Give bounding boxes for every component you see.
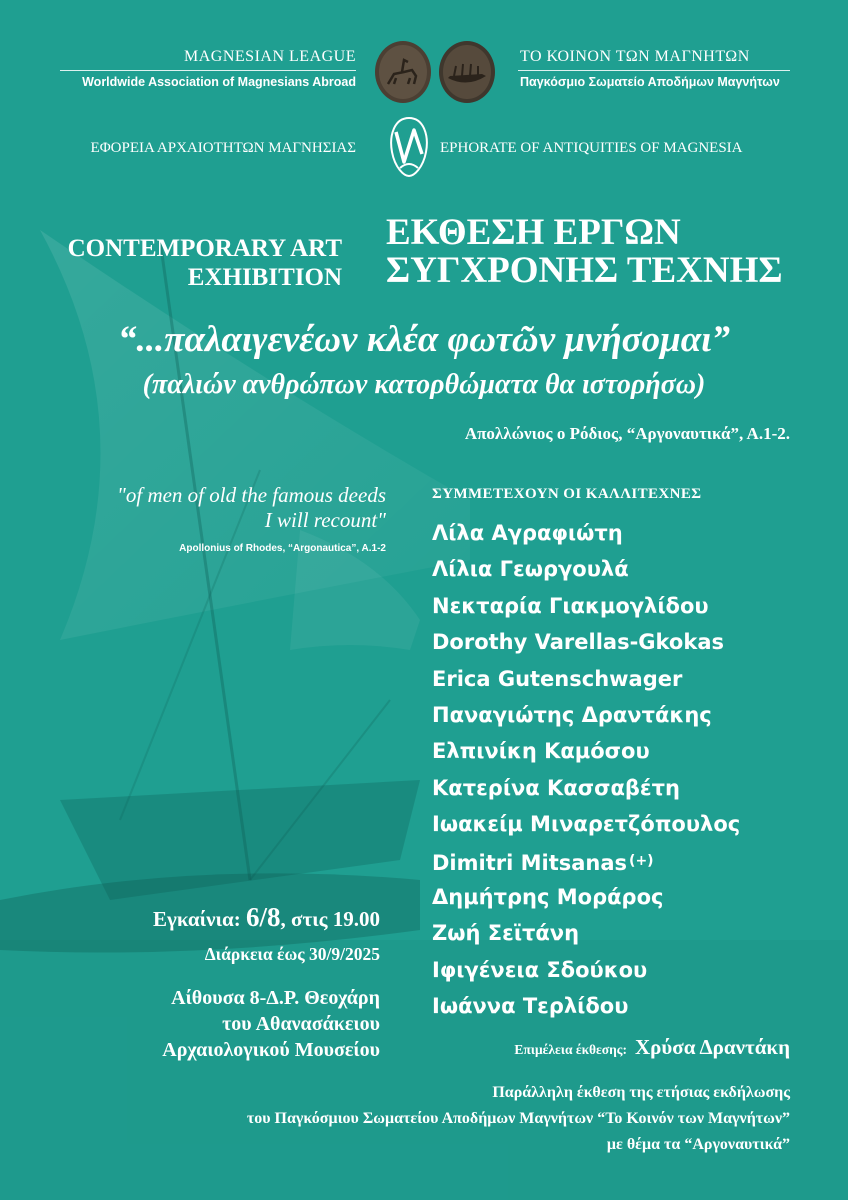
exhibition-title-greek — [386, 214, 783, 290]
artist-name: Ελπινίκη Καμόσου — [432, 739, 650, 764]
artists-heading: ΣΥΜΜΕΤΕΧΟΥΝ ΟΙ ΚΑΛΛΙΤΕΧΝΕΣ — [432, 486, 702, 502]
quote-greek: “...παλαιγενέων κλέα φωτῶν μνήσομαι” — [118, 319, 730, 360]
magnesian-league-title: MAGNESIAN LEAGUE — [184, 48, 356, 65]
opening-date: 6/8 — [246, 902, 281, 932]
magnesian-league-subtitle: Worldwide Association of Magnesians Abroad — [82, 75, 356, 89]
quote-english-line2: I will recount" — [264, 508, 386, 532]
header-divider-right — [518, 70, 790, 71]
coin-ship-icon — [438, 40, 496, 104]
opening-info — [153, 902, 380, 933]
footer-line1: Παράλληλη έκθεση της ετήσιας εκδήλωσης — [492, 1084, 790, 1101]
artist-name: Παναγιώτης Δραντάκης — [432, 702, 712, 727]
artist-name: Λίλια Γεωργουλά — [432, 557, 629, 582]
quote-english — [117, 483, 386, 533]
artist-name: Ιωάννα Τερλίδου — [432, 994, 629, 1019]
artist-name: Ιφιγένεια Σδούκου — [432, 957, 648, 982]
exhibition-title-english-line2: EXHIBITION — [187, 264, 342, 291]
ephorate-logo-icon — [386, 114, 432, 180]
parallel-exhibition-note — [247, 1080, 790, 1158]
quote-english-line1: "of men of old the famous deeds — [117, 483, 386, 507]
venue-line3: Αρχαιολογικού Μουσείου — [162, 1039, 380, 1061]
coin-horseman-icon — [374, 40, 432, 104]
curator-name: Χρύσα Δραντάκη — [634, 1035, 790, 1059]
artists-list — [432, 515, 740, 1024]
exhibition-duration: Διάρκεια έως 30/9/2025 — [204, 944, 380, 964]
exhibition-title-english-line1: CONTEMPORARY ART — [67, 235, 342, 262]
exhibition-title-greek-line1: ΕΚΘΕΣΗ ΕΡΓΩΝ — [386, 212, 681, 253]
exhibition-title-greek-line2: ΣΥΓΧΡΟΝΗΣ ΤΕΧΝΗΣ — [386, 250, 783, 291]
artist-name: Δημήτρης Μοράρος — [432, 884, 664, 909]
opening-time: , στις 19.00 — [280, 907, 380, 931]
artist-name: Νεκταρία Γιακμογλίδου — [432, 593, 709, 618]
venue-line1: Αίθουσα 8-Δ.Ρ. Θεοχάρη — [171, 987, 380, 1009]
curator-info — [514, 1035, 790, 1060]
artist-name: Ζωή Σεϊτάνη — [432, 921, 580, 946]
exhibition-title-english — [20, 234, 342, 292]
artist-name: Dorothy Varellas-Gkokas — [432, 630, 724, 655]
opening-label: Εγκαίνια: — [153, 907, 241, 931]
footer-line2: του Παγκόσμιου Σωματείου Αποδήμων Μαγνήτων “Το Κοινόν των Μαγνήτων” — [246, 1110, 790, 1127]
ephorate-english: EPHORATE OF ANTIQUITIES OF MAGNESIA — [440, 140, 743, 156]
quote-english-citation: Apollonius of Rhodes, “Argonautica”, A.1-2 — [179, 543, 386, 554]
quote-greek-translation: (παλιών ανθρώπων κατορθώματα θα ιστορήσω) — [142, 369, 706, 400]
koinon-subtitle: Παγκόσμιο Σωματείο Αποδήμων Μαγνήτων — [520, 75, 780, 89]
venue-line2: του Αθανασάκειου — [222, 1013, 380, 1035]
venue — [162, 985, 380, 1063]
curator-label: Επιμέλεια έκθεσης: — [514, 1042, 627, 1057]
koinon-title: ΤΟ ΚΟΙΝΟΝ ΤΩΝ ΜΑΓΝΗΤΩΝ — [520, 48, 750, 65]
memorial-mark: (+) — [629, 852, 654, 869]
artist-name: Κατερίνα Κασσαβέτη — [432, 775, 680, 800]
footer-line3: με θέμα τα “Αργοναυτικά” — [606, 1136, 790, 1153]
ephorate-greek: ΕΦΟΡΕΙΑ ΑΡΧΑΙΟΤΗΤΩΝ ΜΑΓΝΗΣΙΑΣ — [90, 140, 356, 156]
quote-greek-citation: Απολλώνιος ο Ρόδιος, “Αργοναυτικά”, Α.1-2. — [464, 424, 790, 443]
artist-name: Erica Gutenschwager — [432, 666, 683, 691]
artist-name: Dimitri Mitsanas (+) — [432, 850, 654, 875]
artist-name: Ιωακείμ Μιναρετζόπουλος — [432, 812, 741, 837]
header-divider-left — [60, 70, 356, 71]
artist-name: Λίλα Αγραφιώτη — [432, 521, 623, 545]
